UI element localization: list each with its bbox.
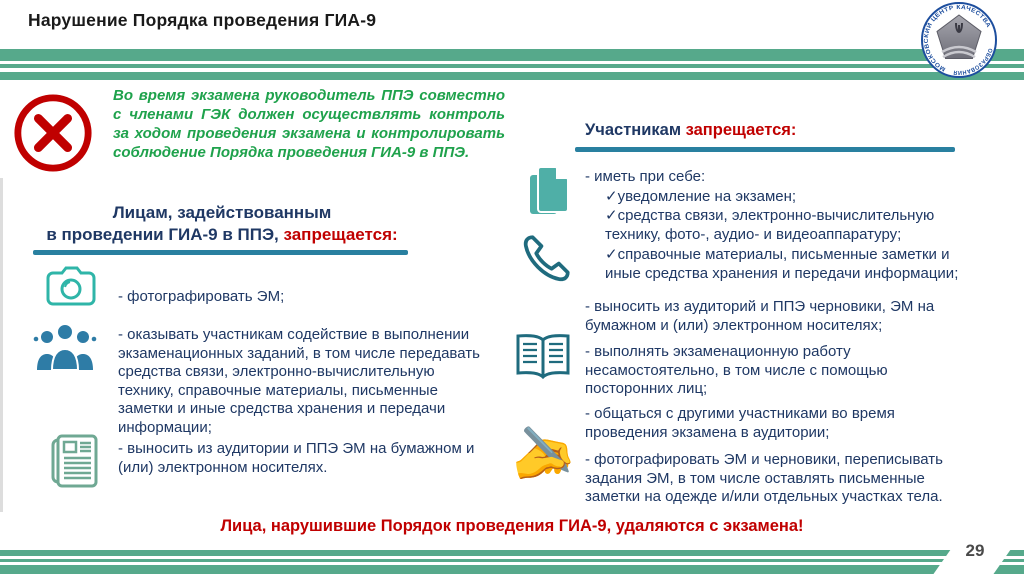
left-item-text: - фотографировать ЭМ;	[118, 288, 285, 305]
left-item-text: - выносить из аудитории и ППЭ ЭМ на бумажном и (или) электронном носителях.	[118, 440, 475, 476]
page-number: 29	[965, 541, 985, 560]
right-paragraph: - общаться с другими участниками во время проведения экзамена в аудитории;	[585, 405, 895, 441]
right-check-item: ✓справочные материалы, письменные заметки и иные средства хранения и передачи информации;	[605, 246, 959, 282]
footer-warning: Лица, нарушившие Порядок проведения ГИА-9, удаляются с экзамена!	[220, 517, 804, 535]
writing-hand-icon	[499, 413, 585, 499]
right-paragraph: - выносить из аудиторий и ППЭ черновики, ЭМ на бумажном и (или) электронном носителях;	[585, 298, 935, 334]
newspaper-icon	[50, 432, 100, 490]
top-stripe-thin	[0, 64, 1024, 68]
right-paragraph: - фотографировать ЭМ и черновики, переписывать задания ЭМ, в том числе оставлять письменные заметки на одежде и/или отдельных участках тела.	[585, 451, 943, 505]
page-title: Нарушение Порядка проведения ГИА-9	[28, 10, 377, 30]
logo-text-bottom: ОБРАЗОВАНИЯ	[952, 47, 993, 75]
bottom-stripe-thick	[0, 565, 1024, 574]
mcko-logo	[920, 1, 998, 79]
left-edge-line	[0, 178, 3, 512]
right-heading-prefix: Участникам	[585, 121, 682, 139]
right-check-item: ✓средства связи, электронно-вычислительную технику, фото-, аудио- и видеоаппаратуру;	[605, 207, 935, 243]
left-heading	[22, 202, 422, 246]
book-icon	[513, 331, 573, 381]
right-heading	[585, 121, 796, 140]
intro-text: Во время экзамена руководитель ППЭ совместно с членами ГЭК должен осуществлять контроль за ходом проведения экзамена и контролировать соблюдение Порядка проведения ГИА-9 в ППЭ.	[113, 87, 505, 161]
bottom-stripe-medium	[0, 550, 1024, 556]
left-heading-line1: Лицам, задействованным	[112, 203, 332, 222]
left-item-text: - оказывать участникам содействие в выполнении экзаменационных заданий, в том числе передавать средства связи, электронно-вычислительную технику, справочные материалы, письменные заметки и иные средства хранения и передачи информации;	[118, 326, 480, 436]
right-have-intro: - иметь при себе:	[585, 168, 706, 185]
people-icon	[33, 323, 97, 371]
pages-icon	[527, 165, 573, 217]
right-heading-forbidden: запрещается:	[685, 121, 797, 139]
phone-icon	[517, 231, 575, 289]
right-paragraph: - выполнять экзаменационную работу несамостоятельно, в том числе с помощью посторонних лиц;	[585, 343, 888, 397]
right-panel	[505, 115, 975, 515]
writing-hand-glyph: ✍	[505, 419, 579, 487]
left-heading-line2: в проведении ГИА-9 в ППЭ,	[46, 225, 279, 244]
red-x-icon	[12, 92, 94, 174]
left-heading-forbidden: запрещается:	[283, 225, 398, 244]
top-stripe-thick	[0, 49, 1024, 61]
right-check-item: ✓уведомление на экзамен;	[605, 188, 797, 205]
right-heading-underline	[575, 147, 955, 152]
left-heading-underline	[33, 250, 408, 255]
camera-icon	[45, 264, 97, 310]
bottom-stripe-thin	[0, 559, 1024, 562]
logo-text-top: МОСКОВСКИЙ ЦЕНТР КАЧЕСТВА	[923, 4, 991, 72]
top-stripe-medium	[0, 72, 1024, 80]
